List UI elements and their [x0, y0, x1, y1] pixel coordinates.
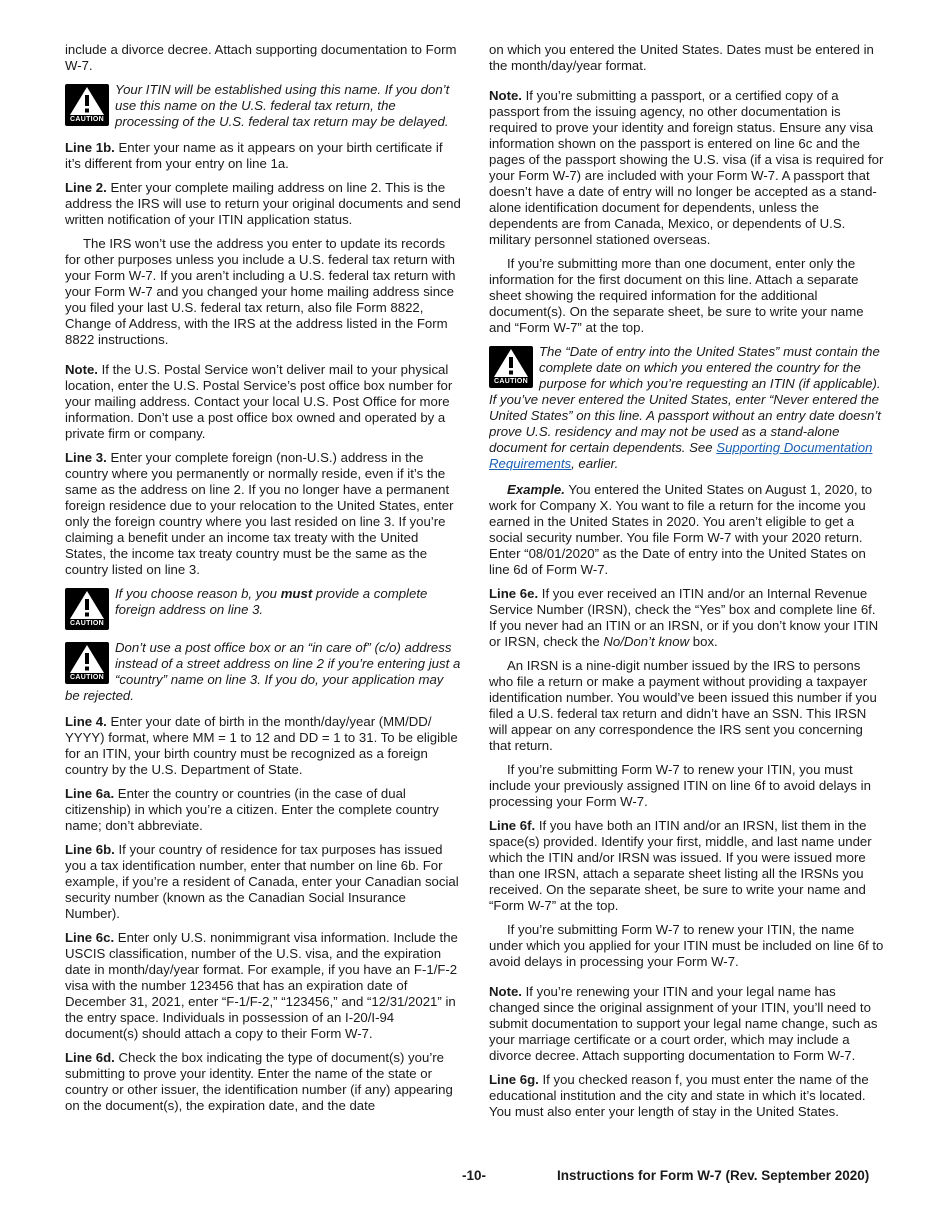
right-column	[489, 42, 885, 1128]
caution-icon	[489, 346, 533, 388]
caution-icon	[65, 84, 109, 126]
page-number: -10-	[462, 1168, 487, 1183]
footer-title: Instructions for Form W-7 (Rev. September 2020)	[557, 1168, 870, 1183]
caution-text: If you choose reason b, you	[115, 586, 278, 601]
line-label: Line 4.	[65, 714, 107, 729]
paragraph-line-6c	[65, 930, 461, 1042]
paragraph-line-3	[65, 450, 461, 578]
paragraph: The IRS won’t use the address you enter to update its records for other purposes unless you include a U.S. federal tax return with your Form W-7. If you aren’t including a U.S. federal tax return with your Form W-7 and you changed your home mailing address since you filed your last U.S. federal tax return, also file Form 8822, Change of Address, with the IRS at the address listed in the Form 8822 instructions.	[65, 236, 456, 347]
example-label: Example.	[507, 482, 565, 497]
caution-text: provide a complete foreign address on line 3.	[115, 586, 428, 617]
left-column	[65, 42, 461, 1122]
caution-emphasis: must	[280, 586, 313, 601]
caution-text: The “Date of entry into the United States” must contain the complete date on which you entered the country for the purpose for which you’re requesting an ITIN (if applicable). If you’ve never entered the United States, enter “Never entered the United States” on this line. A passport without an entry date doesn’t prove U.S. residency and may not be used as a stand-alone document for certain dependents. See	[489, 344, 881, 455]
line-text: Enter your date of birth in the month/day/year (MM/DD/ YYYY) format, where MM = 1 to 12 and DD = 1 to 31. To be eligible for an ITIN, your birth country must be recognized as a foreign country by the U.S. Department of State.	[65, 714, 458, 777]
paragraph-note	[489, 984, 885, 1064]
note-label: Note.	[65, 362, 98, 377]
caution-label: CAUTION	[70, 674, 104, 681]
note-label: Note.	[489, 984, 522, 999]
paragraph: include a divorce decree. Attach supporting documentation to Form W-7.	[65, 42, 457, 73]
caution-block	[65, 586, 461, 630]
line-text: Enter your complete foreign (non-U.S.) address in the country where you permanently or normally reside, even if it’s the same as the address on line 2. If you no longer have a permanent foreign residence due to your relocation to the United States, enter only the foreign country where you last resided on line 3. If you’re claiming a benefit under an income tax treaty with the United States, the income tax treaty country must be the same as the country listed on line 3.	[65, 450, 454, 577]
paragraph: An IRSN is a nine-digit number issued by the IRS to persons who file a return or make a payment without providing a taxpayer identification number. You would’ve been issued this number if you filed a U.S. federal tax return and didn’t have an SSN. This IRSN will appear on any correspondence the IRS sent you concerning that return.	[489, 658, 877, 753]
paragraph-line-6a	[65, 786, 461, 834]
caution-icon	[65, 642, 109, 684]
paragraph-example	[489, 482, 885, 578]
caution-block	[65, 640, 461, 704]
line-label: Line 2.	[65, 180, 107, 195]
caution-block	[65, 82, 461, 130]
caution-text: Your ITIN will be established using this name. If you don’t use this name on the U.S. federal tax return, the processing of the U.S. federal tax return may be delayed.	[115, 82, 450, 129]
line-label: Line 6b.	[65, 842, 115, 857]
line-text: Enter the country or countries (in the case of dual citizenship) in which you’re a citizen. Enter the complete country name; don’t abbreviate.	[65, 786, 439, 833]
paragraph: If you’re submitting more than one document, enter only the information for the first document on this line. Attach a separate sheet showing the required information for the additional document(s). On the separate sheet, be sure to write your name and “Form W-7” at the top.	[489, 256, 864, 335]
line-label: Line 6c.	[65, 930, 115, 945]
caution-label: CAUTION	[70, 620, 104, 627]
paragraph-line-6f	[489, 818, 885, 914]
line-label: Line 3.	[65, 450, 107, 465]
line-text: Enter your complete mailing address on line 2. This is the address the IRS will use to return your original documents and send written notification of your ITIN application status.	[65, 180, 461, 227]
paragraph-note	[65, 362, 461, 442]
paragraph-line-6g	[489, 1072, 885, 1120]
line-text: If you ever received an ITIN and/or an Internal Revenue Service Number (IRSN), check the “Yes” box and complete line 6f. If you never had an ITIN or an IRSN, or if you don’t know your ITIN or IRSN, check the	[489, 586, 879, 649]
caution-block	[489, 344, 885, 472]
line-label: Line 6f.	[489, 818, 536, 833]
paragraph-line-1b	[65, 140, 461, 172]
paragraph-note	[489, 88, 885, 248]
caution-label: CAUTION	[70, 116, 104, 123]
paragraph: If you’re submitting Form W-7 to renew your ITIN, you must include your previously assigned ITIN on line 6f to avoid delays in processing your Form W-7.	[489, 762, 871, 809]
line-text: Check the box indicating the type of document(s) you’re submitting to prove your identity. Enter the name of the state or country or other issuer, the identification number (if any) appearing on the document(s), the expiration date, and the date	[65, 1050, 453, 1113]
line-text-italic: No/Don’t know	[603, 634, 690, 649]
line-text: Enter only U.S. nonimmigrant visa information. Include the USCIS classification, number of the U.S. visa, and the expiration date in month/day/year format. For example, if you have an F-1/F-2 visa with the number 123456 that has an expiration date of December 31, 2021, enter “F-1/F-2,” “123456,” and “12/31/2021” in the entry space. Individuals in possession of an I-20/I-94 document(s) should attach a copy to their Form W-7.	[65, 930, 458, 1041]
caution-text: , earlier.	[571, 456, 619, 471]
line-label: Line 6e.	[489, 586, 539, 601]
note-text: If you’re renewing your ITIN and your legal name has changed since the original assignment of your ITIN, you’ll need to submit documentation to support your legal name change, such as your marriage certificate or a court order, which may include a divorce decree. Attach supporting documentation to Form W-7.	[489, 984, 878, 1063]
line-label: Line 6g.	[489, 1072, 539, 1087]
line-text: Enter your name as it appears on your birth certificate if it’s different from your entry on line 1a.	[65, 140, 443, 171]
paragraph-line-6e	[489, 586, 885, 650]
paragraph-line-2	[65, 180, 461, 228]
line-text: If you checked reason f, you must enter the name of the educational institution and the city and state in which it’s located. You must also enter your length of stay in the United States.	[489, 1072, 869, 1119]
paragraph: If you’re submitting Form W-7 to renew your ITIN, the name under which you applied for your ITIN must be included on line 6f to avoid delays in processing your Form W-7.	[489, 922, 884, 969]
line-text: If your country of residence for tax purposes has issued you a tax identification number, enter that number on line 6b. For example, if you’re a resident of Canada, enter your Canadian social security number (known as the Canadian Social Insurance Number).	[65, 842, 459, 921]
note-label: Note.	[489, 88, 522, 103]
example-text: You entered the United States on August 1, 2020, to work for Company X. You want to file a return for the income you earned in the United States in 2020. You aren’t eligible to get a social security number. You file Form W-7 with your 2020 return. Enter “08/01/2020” as the Date of entry into the United States on line 6d of Form W-7.	[489, 482, 873, 577]
note-text: If you’re submitting a passport, or a certified copy of a passport from the issuing agency, no other documentation is required to prove your identity and foreign status. Ensure any visa information shown on the passport is entered on line 6c and the pages of the passport showing the U.S. visa (if a visa is required for your Form W-7) are included with your Form W-7. A passport that doesn’t have a date of entry will no longer be accepted as a stand-alone identification document for dependents, unless the dependents are from Canada, Mexico, or dependents of U.S. military personnel stationed overseas.	[489, 88, 884, 247]
line-label: Line 6a.	[65, 786, 115, 801]
caution-icon	[65, 588, 109, 630]
line-label: Line 6d.	[65, 1050, 115, 1065]
line-text: If you have both an ITIN and/or an IRSN, list them in the space(s) provided. Identify your first, middle, and last name under which the ITIN and/or IRSN was issued. If you were issued more than one IRSN, attach a separate sheet listing all the IRSNs you received. On the separate sheet, be sure to write your name and “Form W-7” at the top.	[489, 818, 872, 913]
supporting-documentation-link[interactable]: Supporting Documentation Requirements	[489, 440, 873, 471]
paragraph-line-4	[65, 714, 461, 778]
note-text: If the U.S. Postal Service won’t deliver mail to your physical location, enter the U.S. Postal Service’s post office box number for your mailing address. Contact your local U.S. Post Office for more information. Don’t use a post office box owned and operated by a private firm or company.	[65, 362, 453, 441]
caution-label: CAUTION	[494, 378, 528, 385]
paragraph: on which you entered the United States. Dates must be entered in the month/day/year format.	[489, 42, 874, 73]
line-text: box.	[692, 634, 718, 649]
line-label: Line 1b.	[65, 140, 115, 155]
caution-text: Don’t use a post office box or an “in care of” (c/o) address instead of a street address on line 2 if you’re entering just a “country” name on line 3. If you do, your application may be rejected.	[65, 640, 461, 703]
paragraph-line-6b	[65, 842, 461, 922]
paragraph-line-6d	[65, 1050, 461, 1114]
